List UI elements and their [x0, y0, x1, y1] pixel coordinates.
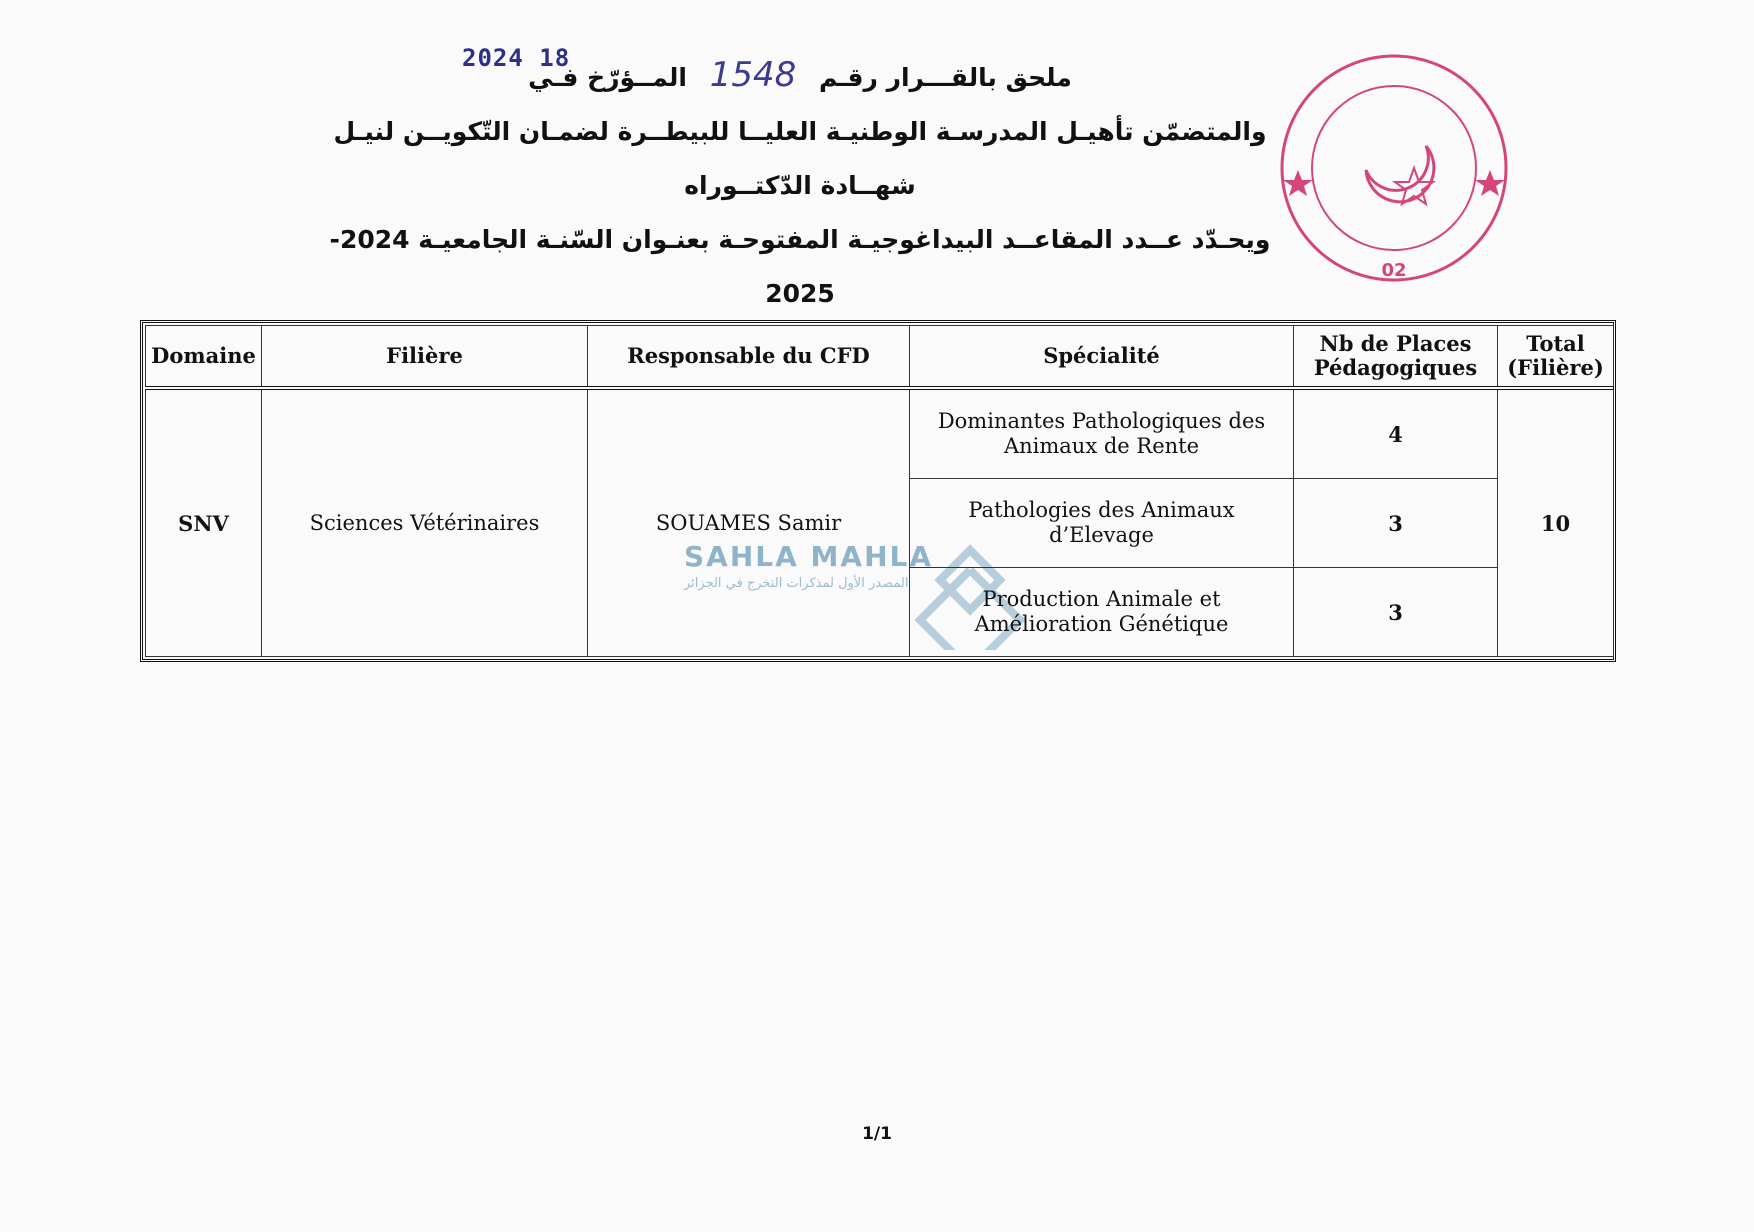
- cell-specialite-2: Pathologies des Animaux d’Elevage: [910, 479, 1294, 568]
- cell-specialite-3: Production Animale et Amélioration Génétique: [910, 568, 1294, 657]
- date-stamp: 2024 18: [462, 44, 571, 72]
- header-line-1: [300, 48, 1300, 105]
- header-line-2: والمتضمّن تأهيـل المدرسـة الوطنيـة العليــا للبيطــرة لضمـان التّكويــن لنيـل شهــادة الدّكتــوراه: [333, 117, 1267, 200]
- table-row: [146, 388, 1614, 479]
- cell-specialite-1: Dominantes Pathologiques des Animaux de Rente: [910, 388, 1294, 479]
- header-responsable: Responsable du CFD: [588, 326, 910, 389]
- decision-number: 1548: [709, 55, 797, 95]
- cell-places-3: 3: [1294, 568, 1498, 657]
- header-total: Total (Filière): [1498, 326, 1614, 389]
- cell-total: 10: [1498, 388, 1614, 657]
- header-specialite: Spécialité: [910, 326, 1294, 389]
- header-prefix: ملحق بالقـــرار رقـم: [818, 63, 1072, 92]
- table-header-row: [146, 326, 1614, 389]
- header-filiere: Filière: [262, 326, 588, 389]
- cell-places-2: 3: [1294, 479, 1498, 568]
- cell-filiere: Sciences Vétérinaires: [262, 388, 588, 657]
- official-seal-icon: [1276, 50, 1512, 286]
- seal-number: 02: [1381, 260, 1407, 281]
- document-header: [300, 48, 1300, 321]
- places-table-wrapper: [140, 320, 1616, 662]
- header-line-3: ويحـدّد عــدد المقاعــد البيداغوجيـة المفتوحـة بعنـوان السّنـة الجامعيـة 2024-2025: [329, 225, 1271, 308]
- watermark-subtitle: المصدر الأول لمذكرات التخرج في الجزائر: [684, 576, 909, 591]
- header-places: Nb de Places Pédagogiques: [1294, 326, 1498, 389]
- cell-domaine: SNV: [146, 388, 262, 657]
- watermark-title: SAHLA MAHLA: [684, 540, 934, 573]
- cell-responsable: SOUAMES Samir: [588, 388, 910, 657]
- cell-places-1: 4: [1294, 388, 1498, 479]
- page-number: 1/1: [862, 1124, 892, 1144]
- header-domaine: Domaine: [146, 326, 262, 389]
- places-table: [145, 325, 1614, 657]
- header-suffix: المــؤرّخ فـي: [528, 63, 687, 92]
